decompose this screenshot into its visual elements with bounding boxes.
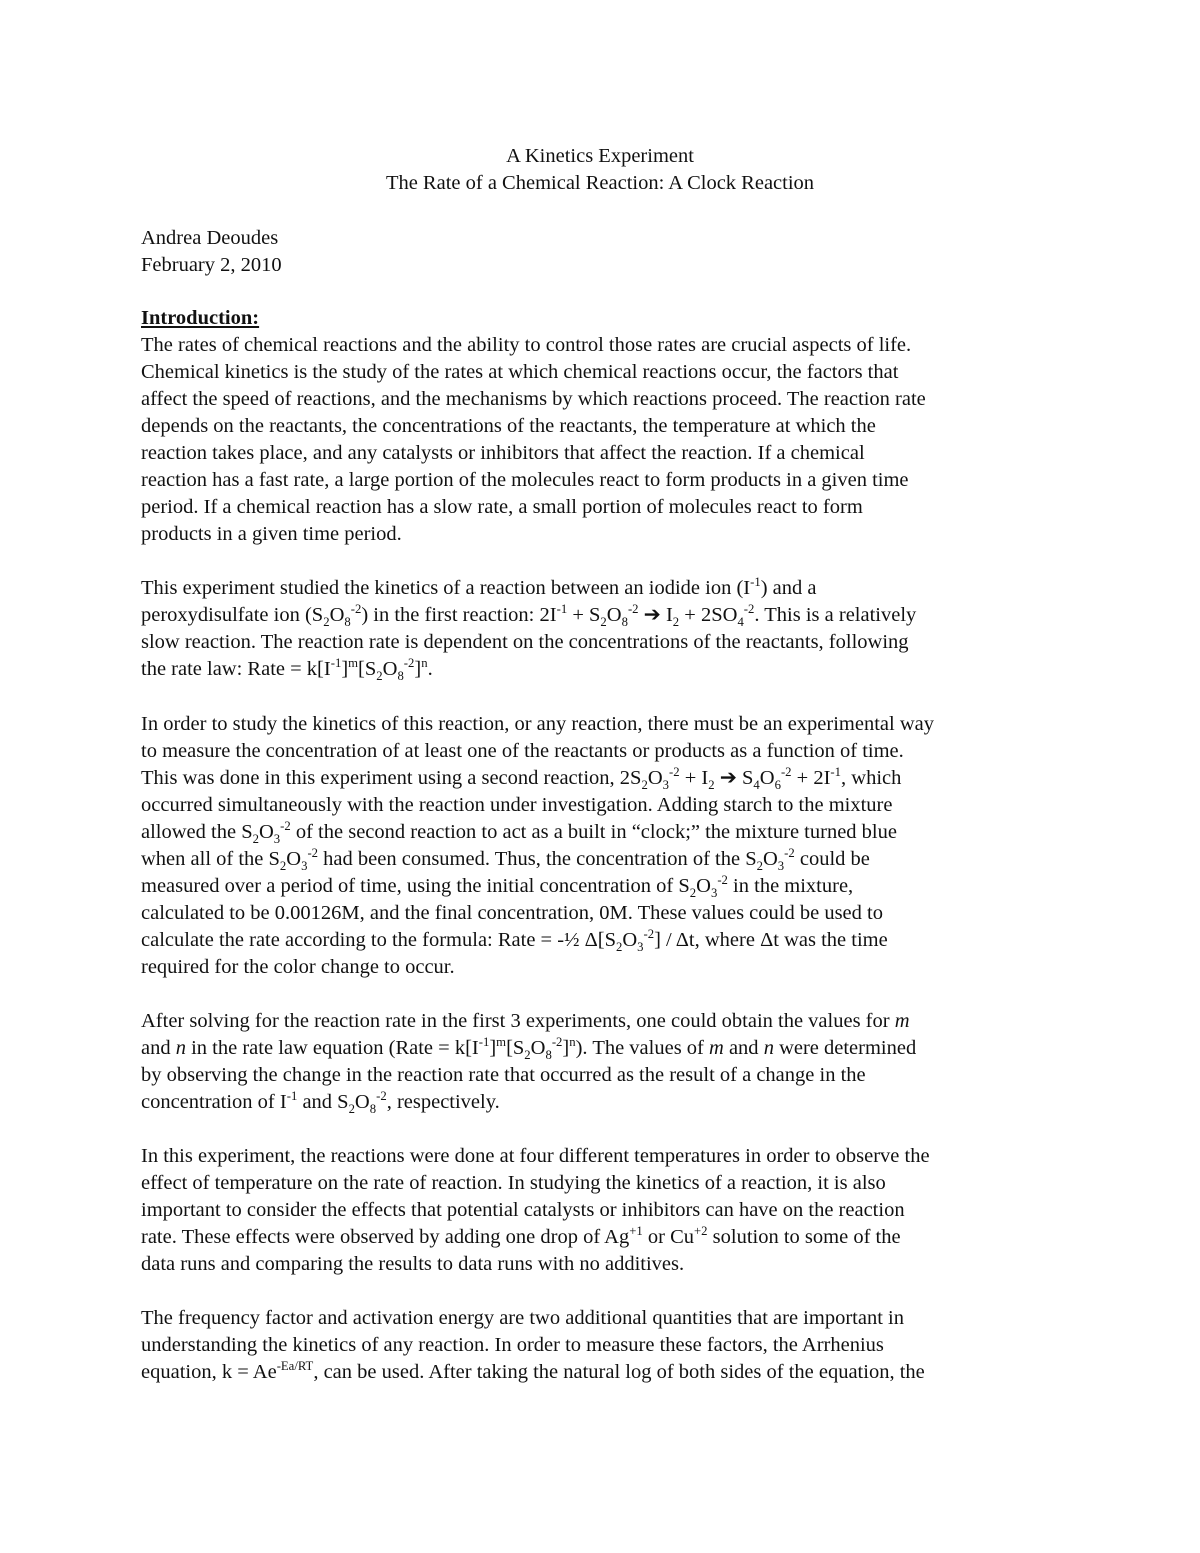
- paragraph-line: Chemical kinetics is the study of the rates at which chemical reactions occur, the factors that: [141, 361, 899, 383]
- paragraph-line: reaction takes place, and any catalysts or inhibitors that affect the reaction. If a chemical: [141, 442, 865, 464]
- paragraph-line: the rate law: Rate = $k[I^{-1}]^m[S_2O_8^{-2}]^n$.: [141, 656, 433, 684]
- paragraph-line: occurred simultaneously with the reaction under investigation. Adding starch to the mixture: [141, 794, 893, 816]
- paragraph-line: In order to study the kinetics of this reaction, or any reaction, there must be an experimental way: [141, 713, 934, 735]
- paragraph-line: This was done in this experiment using a second reaction, $2S_2O_3^{-2} + I_2$ ➔ $S_4O_6^{-2} + 2I^{-1}$, which: [141, 765, 902, 793]
- paragraph-line: This experiment studied the kinetics of a reaction between an iodide ion $(I^{-1})$ and a: [141, 575, 817, 599]
- paragraph: [141, 1143, 1071, 1278]
- paragraph-line: depends on the reactants, the concentrations of the reactants, the temperature at which the: [141, 415, 876, 437]
- paragraph-line: important to consider the effects that potential catalysts or inhibitors can have on the reaction: [141, 1199, 905, 1221]
- paragraph-line: affect the speed of reactions, and the mechanisms by which reactions proceed. The reaction rate: [141, 388, 926, 410]
- paragraph-line: The frequency factor and activation energy are two additional quantities that are important in: [141, 1307, 904, 1329]
- document-subtitle: The Rate of a Chemical Reaction: A Clock Reaction: [385, 172, 815, 194]
- paragraph-line: allowed the $S_2O_3^{-2}$ of the second reaction to act as a built in “clock;” the mixture turned blue: [141, 819, 897, 847]
- paragraph-line: effect of temperature on the rate of reaction. In studying the kinetics of a reaction, it is also: [141, 1172, 886, 1194]
- paragraph-line: reaction has a fast rate, a large portion of the molecules react to form products in a given time: [141, 469, 909, 491]
- section-heading: Introduction:: [141, 307, 260, 329]
- paragraph-line: In this experiment, the reactions were done at four different temperatures in order to observe the: [141, 1145, 930, 1167]
- paragraph-line: data runs and comparing the results to data runs with no additives.: [141, 1253, 685, 1275]
- paragraph-line: After solving for the reaction rate in the first 3 experiments, one could obtain the values for m: [141, 1010, 910, 1032]
- paragraph-line: by observing the change in the reaction rate that occurred as the result of a change in the: [141, 1064, 866, 1086]
- paragraph-line: equation, $k = Ae^{-Ea/RT}$, can be used. After taking the natural log of both sides of the equation, the: [141, 1359, 925, 1383]
- paragraph-line: peroxydisulfate ion $(S_2O_8^{-2})$ in the first reaction: $2I^{-1} + S_2O_8^{-2}$ ➔ $I_2 + 2SO_4^{-2}$. This is a relatively: [141, 602, 917, 630]
- paragraph-line: to measure the concentration of at least one of the reactants or products as a function of time.: [141, 740, 904, 762]
- paragraph: [141, 575, 1071, 683]
- paragraph-line: The rates of chemical reactions and the ability to control those rates are crucial aspects of life.: [141, 334, 912, 356]
- paragraph-line: and n in the rate law equation (Rate = $k[I^{-1}]^m[S_2O_8^{-2}]^n$). The values of m and n were determined: [141, 1035, 917, 1063]
- paragraph: [141, 1008, 1071, 1116]
- paragraph-line: required for the color change to occur.: [141, 956, 455, 978]
- title-block: [140, 143, 1060, 197]
- paragraph-line: measured over a period of time, using the initial concentration of $S_2O_3^{-2}$ in the mixture,: [141, 873, 854, 901]
- document-date: February 2, 2010: [141, 254, 282, 276]
- paragraph-line: period. If a chemical reaction has a slow rate, a small portion of molecules react to form: [141, 496, 863, 518]
- paragraph: [141, 711, 1071, 981]
- paragraph-line: rate. These effects were observed by adding one drop of $Ag^{+1}$ or $Cu^{+2}$ solution to some of the: [141, 1224, 901, 1248]
- document-title: A Kinetics Experiment: [506, 145, 694, 167]
- author-block: [141, 225, 1071, 279]
- author-name: Andrea Deoudes: [141, 227, 279, 249]
- paragraph: [141, 332, 1071, 548]
- paragraph-line: calculated to be 0.00126M, and the final concentration, 0M. These values could be used to: [141, 902, 883, 924]
- paragraph-line: products in a given time period.: [141, 523, 402, 545]
- paragraph-line: calculate the rate according to the formula: Rate = -½ $\Delta[S_2O_3^{-2}]$ / Δt, where Δt was the time: [141, 927, 888, 955]
- paragraph: [141, 1305, 1071, 1386]
- paragraph-line: understanding the kinetics of any reaction. In order to measure these factors, the Arrhenius: [141, 1334, 884, 1356]
- paragraph-line: concentration of $I^{-1}$ and $S_2O_8^{-2}$, respectively.: [141, 1089, 500, 1117]
- paragraph-line: slow reaction. The reaction rate is dependent on the concentrations of the reactants, following: [141, 631, 909, 653]
- paragraph-line: when all of the $S_2O_3^{-2}$ had been consumed. Thus, the concentration of the $S_2O_3^{-2}$ could be: [141, 846, 870, 874]
